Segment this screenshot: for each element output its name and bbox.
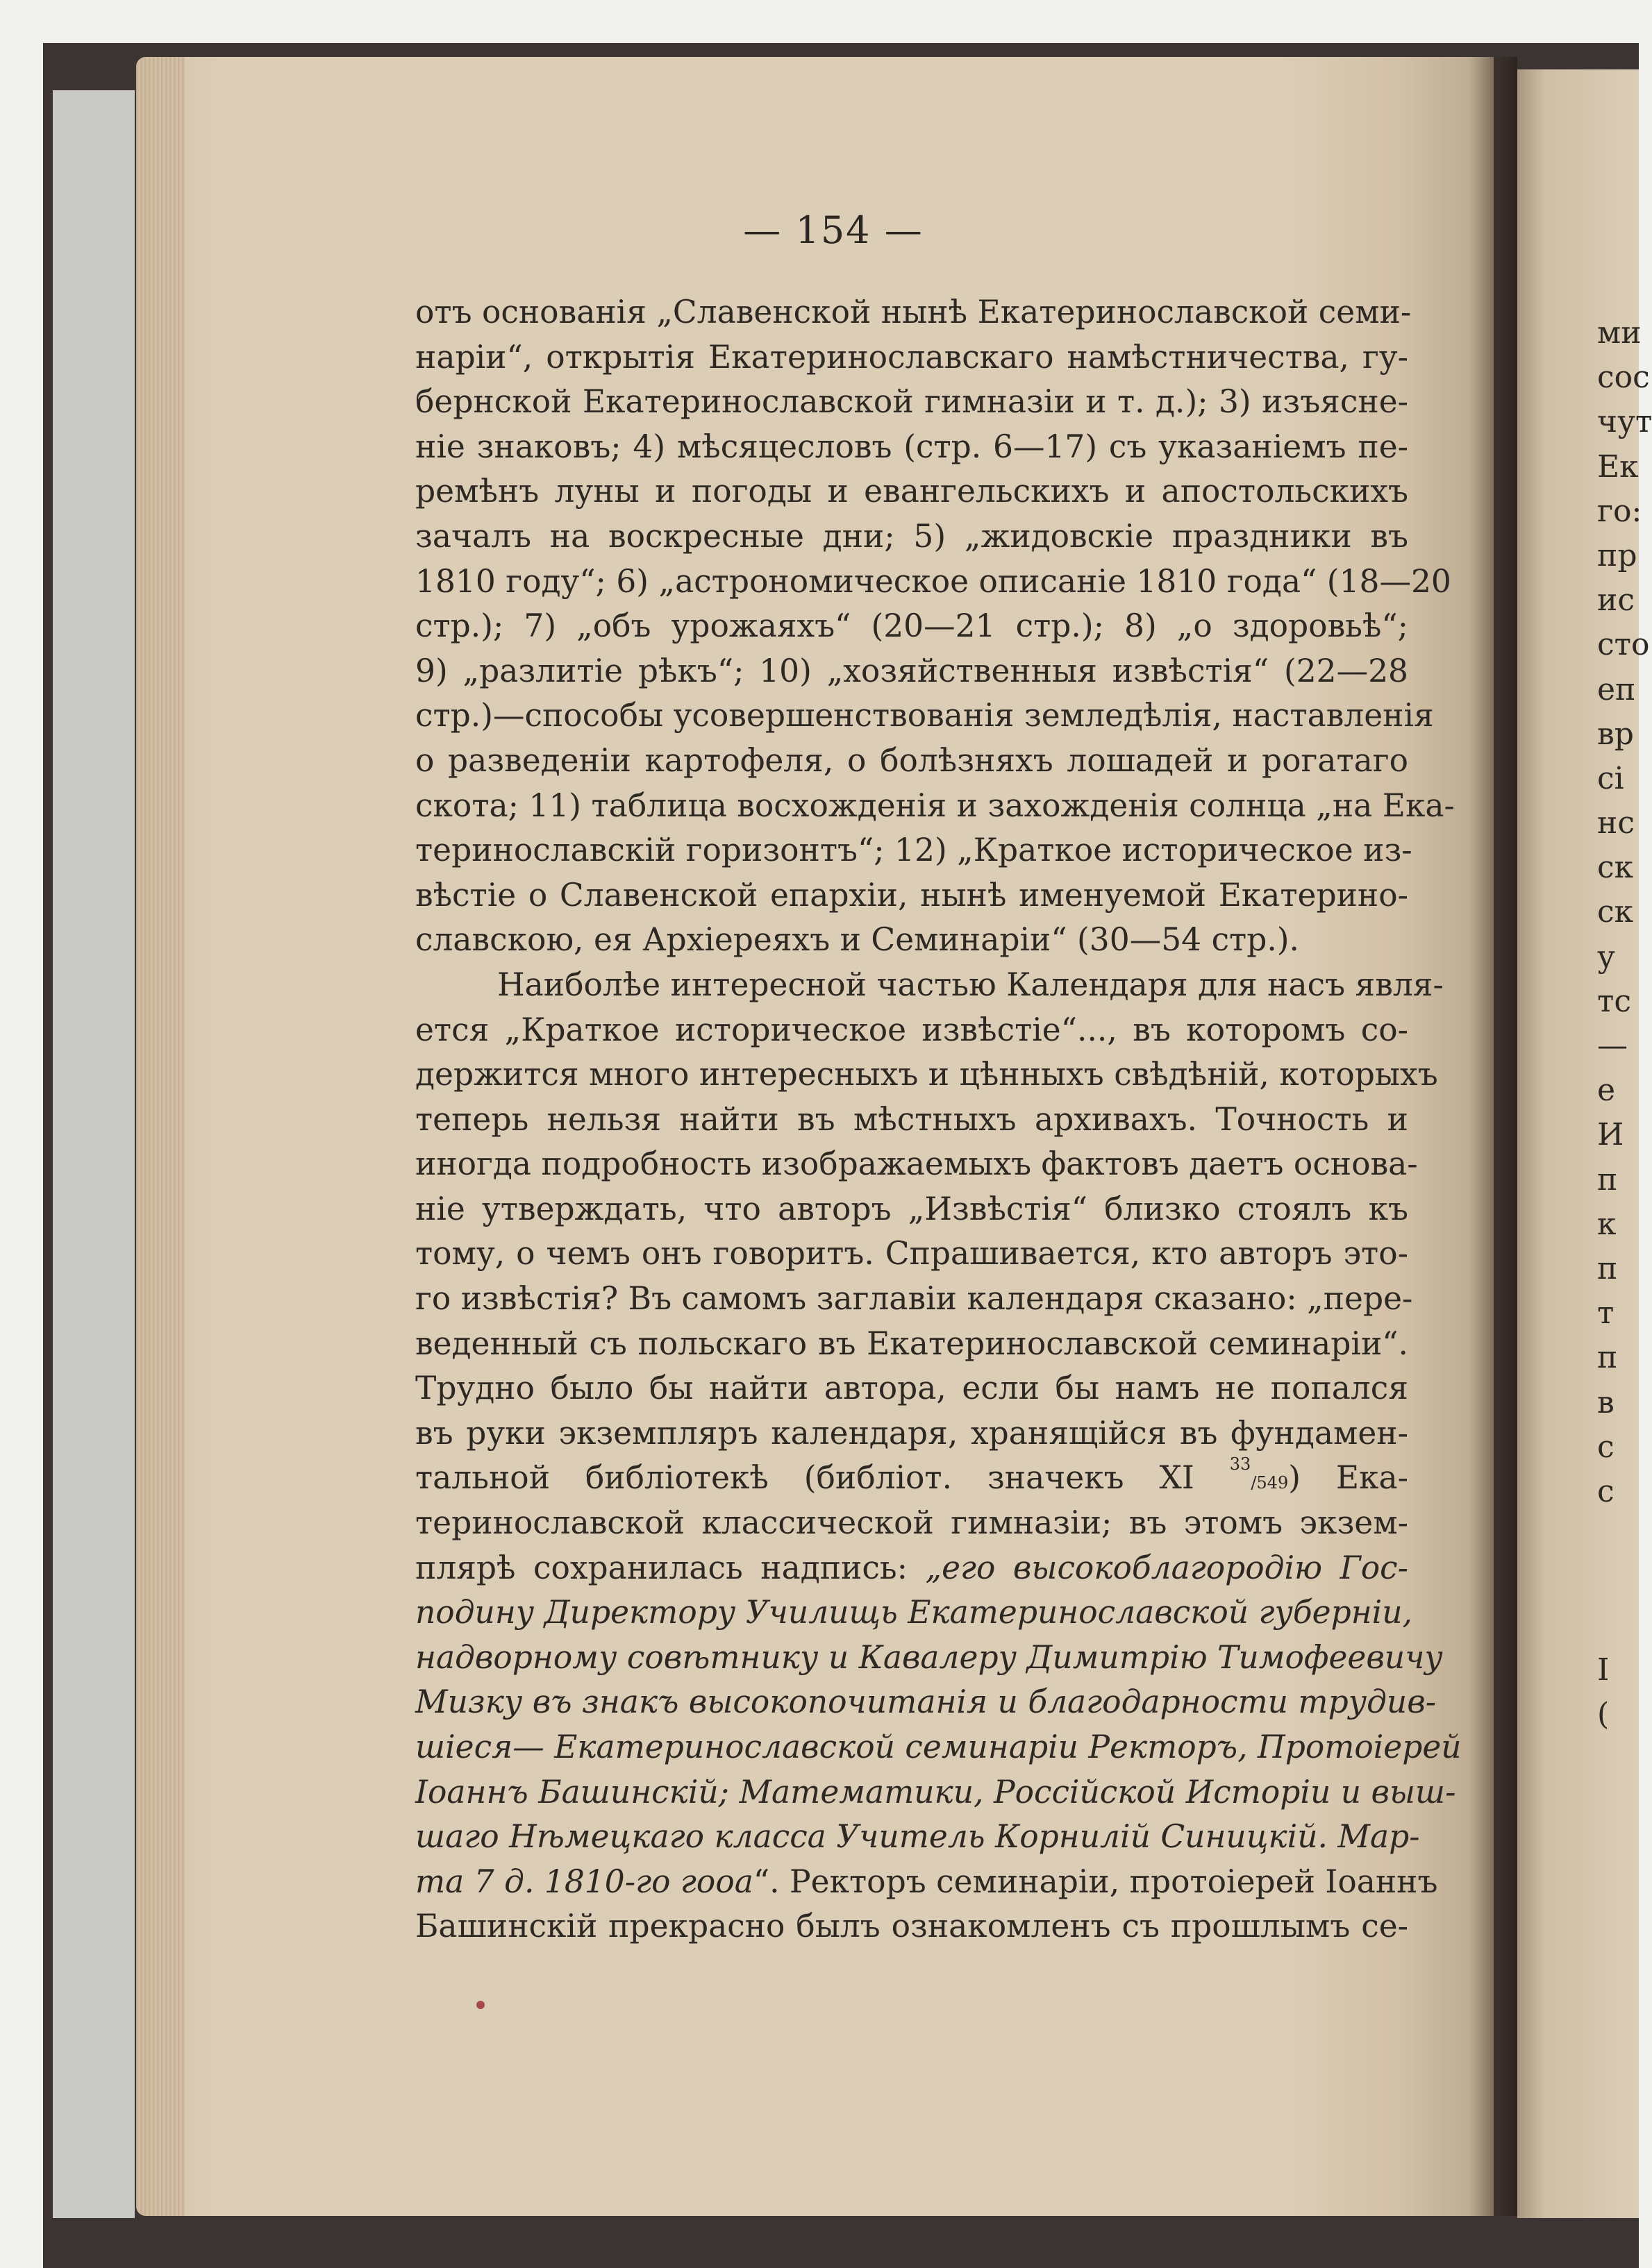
text-line: 9) „разлитіе рѣкъ“; 10) „хозяйственныя извѣстія“ (22—28 — [415, 652, 1408, 689]
shelfmark-text: тальной библіотекѣ (библіот. значекъ XI — [415, 1459, 1194, 1497]
right-page-line-fragment: — — [1597, 1028, 1628, 1064]
text-line: теперь нельзя найти въ мѣстныхъ архивахъ. Точность и — [415, 1100, 1408, 1138]
text-line: въ руки экземпляръ календаря, хранящійся въ фундамен- — [415, 1414, 1408, 1452]
text-line: наріи“, открытія Екатеринославскаго намѣстничества, гу- — [415, 338, 1408, 376]
inscription-line: шаго Нѣмецкаго класса Учитель Корнилій Синицкій. Мар- — [415, 1818, 1420, 1856]
text-line-inscription-end — [415, 1860, 1438, 1905]
page-edges — [136, 57, 185, 2216]
right-page-line-fragment: п — [1597, 1340, 1618, 1376]
right-page-line-fragment: го: — [1597, 493, 1642, 529]
text-line: ніе утверждать, что авторъ „Извѣстія“ близко стоялъ къ — [415, 1190, 1408, 1227]
text-line: Трудно было бы найти автора, если бы намъ не попался — [415, 1370, 1408, 1407]
right-page-line-fragment — [1597, 1603, 1639, 1647]
right-page-line-fragment: сто — [1597, 627, 1650, 663]
paragraph-start-line: Наиболѣе интересной частью Календаря для насъ явля- — [497, 966, 1444, 1003]
ink-spot — [476, 2001, 485, 2009]
right-page-line-fragment — [1597, 1559, 1639, 1603]
shelfmark-tail: ) Ека- — [1288, 1459, 1409, 1497]
shelfmark-superscript: 33 — [1229, 1454, 1251, 1475]
right-page-line-fragment: ( — [1597, 1696, 1610, 1732]
text-line: скота; 11) таблица восхожденія и захожденія солнца „на Ека- — [415, 787, 1455, 824]
text-line: зачалъ на воскресные дни; 5) „жидовскіе праздники въ — [415, 517, 1408, 555]
text-line: 1810 году“; 6) „астрономическое описаніе 1810 года“ (18—20 — [415, 562, 1451, 600]
right-page-line-fragment: ск — [1597, 894, 1634, 930]
text-line: вѣстіе о Славенской епархіи, нынѣ именуемой Екатерино- — [415, 876, 1408, 914]
inscription-line: надворному совѣтнику и Кавалеру Димитрію Тимофеевичу — [415, 1638, 1443, 1676]
inscription-line: Іоаннъ Башинскій; Математики, Россійской Исторіи и выш- — [415, 1773, 1456, 1811]
shelfmark-subscript: /549 — [1251, 1473, 1289, 1493]
inscription-date: та 7 д. 1810-го гооа — [415, 1863, 753, 1900]
right-page-line-fragment: вр — [1597, 716, 1634, 752]
text-line: ремѣнъ луны и погоды и евангельскихъ и апостольскихъ — [415, 473, 1408, 510]
text-line: теринославскій горизонтъ“; 12) „Краткое историческое из- — [415, 832, 1412, 869]
right-page-line-fragment: Ек — [1597, 448, 1639, 485]
text-line: Башинскій прекрасно былъ ознакомленъ съ прошлымъ се- — [415, 1908, 1408, 1945]
text-line: бернской Екатеринославской гимназіи и т. д.); 3) изъясне- — [415, 383, 1408, 421]
right-page-line-fragment: тс — [1597, 983, 1631, 1019]
right-page-line-fragment: ск — [1597, 850, 1634, 886]
book-gutter — [1469, 57, 1517, 2216]
right-page-line-fragment: у — [1597, 939, 1615, 975]
right-page-text-fragments — [1597, 311, 1652, 1737]
right-page-line-fragment: к — [1597, 1206, 1617, 1242]
text-line: стр.); 7) „объ урожаяхъ“ (20—21 стр.); 8) „о здоровьѣ“; — [415, 607, 1408, 645]
body-text — [415, 290, 1462, 1949]
inscription-italic-start: „его высокоблагородію Гос- — [925, 1549, 1408, 1586]
inscription-line: шіеся— Екатеринославской семинаріи Ректоръ, Протоіерей — [415, 1729, 1462, 1765]
page-number: — 154 — — [743, 208, 924, 252]
text-line: иногда подробность изображаемыхъ фактовъ даетъ основа- — [415, 1145, 1418, 1183]
text-line: веденный съ польскаго въ Екатеринославской семинаріи“. — [415, 1325, 1408, 1362]
text-line: тому, о чемъ онъ говоритъ. Спрашивается, кто авторъ это- — [415, 1235, 1408, 1272]
right-page-line-fragment: чут — [1597, 404, 1652, 440]
right-page-line-fragment: І — [1597, 1652, 1610, 1688]
right-page-line-fragment: т — [1597, 1295, 1615, 1332]
right-page-line-fragment: сос — [1597, 360, 1650, 396]
right-page-line-fragment: нс — [1597, 805, 1635, 841]
text-line: держится много интересныхъ и цѣнныхъ свѣдѣній, которыхъ — [415, 1056, 1438, 1093]
right-page-line-fragment: е — [1597, 1073, 1616, 1109]
inscription-end-tail: “. Ректоръ семинаріи, протоіерей Іоаннъ — [753, 1863, 1438, 1900]
text-line: о разведеніи картофеля, о болѣзняхъ лошадей и рогатаго — [415, 741, 1408, 779]
text-line: стр.)—способы усовершенствованія земледѣлія, наставленія — [415, 697, 1434, 734]
right-page-line-fragment: с — [1597, 1473, 1615, 1509]
right-page-line-fragment: ис — [1597, 582, 1635, 619]
text-line: славскою, ея Архіереяхъ и Семинаріи“ (30—54 стр.). — [415, 921, 1300, 959]
text-line: теринославской классической гимназіи; въ этомъ экзем- — [415, 1504, 1408, 1542]
right-page-line-fragment: сі — [1597, 760, 1624, 796]
inscription-line: Мизку въ знакъ высокопочитанія и благодарности трудив- — [415, 1683, 1437, 1721]
text-line: ется „Краткое историческое извѣстіе“..., въ которомъ со- — [415, 1011, 1408, 1048]
text-line: го извѣстія? Въ самомъ заглавіи календаря сказано: „пере- — [415, 1280, 1413, 1318]
inscription-line: подину Директору Училищь Екатеринославской губерніи, — [415, 1594, 1413, 1631]
right-page-line-fragment: п — [1597, 1161, 1618, 1198]
text-line: ніе знаковъ; 4) мѣсяцесловъ (стр. 6—17) съ указаніемъ пе- — [415, 428, 1408, 465]
right-page-line-fragment — [1597, 1514, 1639, 1559]
right-page-line-fragment: еп — [1597, 671, 1636, 707]
right-page-line-fragment: п — [1597, 1250, 1618, 1286]
right-page-line-fragment: с — [1597, 1429, 1615, 1465]
right-page-line-fragment: пр — [1597, 537, 1637, 573]
text-line: отъ основанія „Славенской нынѣ Екатеринославской семи- — [415, 294, 1412, 330]
inscription-intro: плярѣ сохранилась надпись: — [415, 1549, 908, 1586]
text-line-inscription-start — [415, 1546, 1408, 1591]
right-page-line-fragment: ми — [1597, 315, 1642, 351]
right-page-line-fragment: в — [1597, 1384, 1615, 1420]
text-line-shelfmark — [415, 1456, 1408, 1501]
book-cover-edge — [53, 90, 135, 2218]
right-page-line-fragment: И — [1597, 1117, 1624, 1153]
